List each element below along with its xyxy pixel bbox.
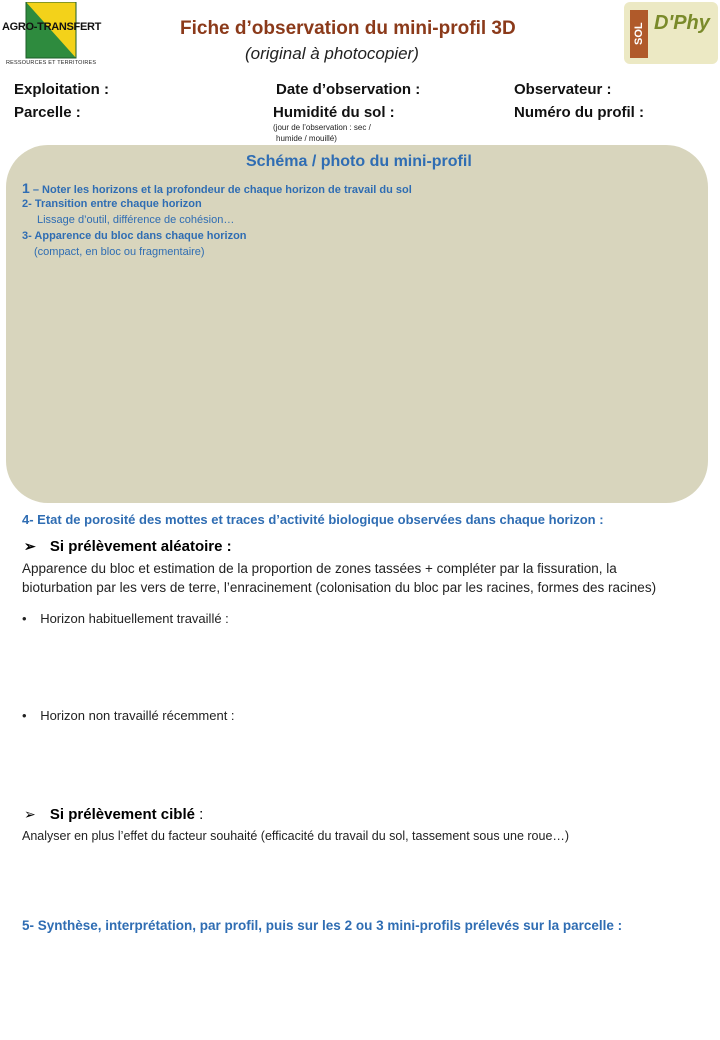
schema-item-3: 3- Apparence du bloc dans chaque horizon [22, 230, 247, 242]
target-heading-text: Si prélèvement ciblé [49, 806, 195, 823]
logo-dphy-text: D'Phy [654, 12, 710, 34]
random-heading [24, 538, 232, 555]
schema-item-2: 2- Transition entre chaque horizon [22, 198, 202, 210]
arrow-icon: ➢ [24, 538, 36, 554]
bullet-unworked-horizon-text: Horizon non travaillé récemment : [40, 708, 235, 723]
random-heading-text: Si prélèvement aléatoire : [49, 538, 232, 555]
logo-left-subtext: RESSOURCES ET TERRITOIRES [6, 60, 97, 66]
schema-item-1-number: 1 [22, 180, 30, 196]
parcelle-label: Parcelle : [14, 104, 81, 121]
bullet-worked-horizon-text: Horizon habituellement travaillé : [40, 611, 229, 626]
humidite-note-1: (jour de l’observation : sec / [273, 123, 371, 132]
logo-sol-text: SOL [630, 10, 648, 58]
schema-item-2-sub: Lissage d’outil, différence de cohésion… [37, 214, 235, 226]
observateur-label: Observateur : [514, 81, 612, 98]
schema-item-3-sub: (compact, en bloc ou fragmentaire) [34, 246, 205, 258]
bullet-icon: • [22, 611, 27, 626]
random-text-1: Apparence du bloc et estimation de la proportion de zones tassées + compléter par la fissuration, la [22, 561, 617, 576]
target-heading [24, 806, 203, 823]
section-5-title: 5- Synthèse, interprétation, par profil, puis sur les 2 ou 3 mini-profils prélevés sur la parcelle : [22, 918, 623, 933]
bullet-worked-horizon [22, 611, 229, 626]
exploitation-label: Exploitation : [14, 81, 109, 98]
humidite-note-2: humide / mouillé) [276, 134, 337, 143]
page-title: Fiche d’observation du mini-profil 3D [180, 18, 516, 39]
schema-title: Schéma / photo du mini-profil [246, 153, 472, 170]
sol-dphy-logo [624, 2, 718, 64]
humidite-label: Humidité du sol : [273, 104, 395, 121]
target-heading-colon: : [194, 806, 204, 823]
random-text-2: bioturbation par les vers de terre, l’enracinement (colonisation du bloc par les racines, formes des racines) [22, 580, 657, 595]
schema-item-1-text: – Noter les horizons et la profondeur de chaque horizon de travail du sol [29, 184, 412, 196]
date-observation-label: Date d’observation : [276, 81, 421, 98]
schema-item-1 [22, 180, 412, 196]
numero-profil-label: Numéro du profil : [514, 104, 644, 121]
target-text: Analyser en plus l’effet du facteur souhaité (efficacité du travail du sol, tassement sous une roue…) [22, 829, 570, 843]
section-4-title: 4- Etat de porosité des mottes et traces d’activité biologique observées dans chaque horizon : [22, 512, 604, 527]
arrow-icon: ➢ [24, 806, 36, 822]
logo-left-text: AGRO-TRANSFERT [2, 21, 102, 33]
page-subtitle: (original à photocopier) [245, 44, 419, 63]
bullet-unworked-horizon [22, 708, 235, 723]
bullet-icon: • [22, 708, 27, 723]
